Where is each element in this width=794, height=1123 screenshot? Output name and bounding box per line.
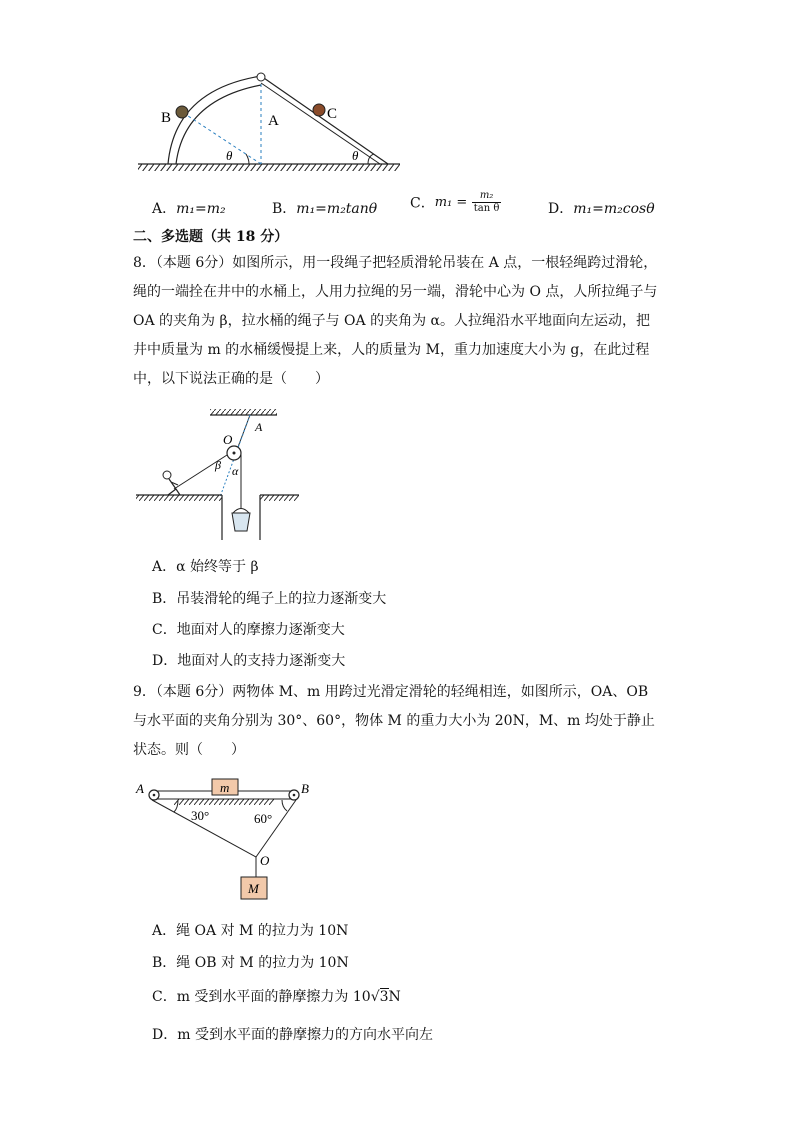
q9-option-c[interactable] (152, 986, 401, 1006)
q8-ceiling-hatch (210, 409, 277, 415)
q8-pulley-axle (233, 452, 236, 455)
q8-option-b[interactable]: B．吊装滑轮的绳子上的拉力逐渐变大 (152, 591, 387, 607)
q8-option-c[interactable]: C．地面对人的摩擦力逐渐变大 (152, 622, 345, 638)
q8-ground-right-hatch (260, 495, 299, 501)
q7-ball-C (313, 104, 325, 116)
q9-angle-arc-60 (282, 800, 287, 811)
q9-figure (134, 775, 324, 905)
q9-rope-OB (256, 800, 296, 857)
q7-ball-B (176, 106, 188, 118)
sqrt-sign: √ (370, 989, 380, 1005)
q9-pulley-B-axle (293, 794, 296, 797)
q7-figure (130, 68, 410, 178)
q7-option-d-text: m₁=m₂cosθ (573, 201, 655, 217)
q7-option-c[interactable]: C．m₁ = $\frac{\text{m₂}}{\text{tan θ}}$ (410, 190, 500, 214)
section2-title: 二、多选题（共 18 分） (133, 229, 289, 245)
q7-label-B: B (161, 110, 172, 126)
q7-incline-inner (261, 83, 380, 164)
q8-label-alpha: α (232, 464, 239, 478)
q7-label-A: A (268, 113, 279, 129)
q8-bucket (232, 513, 250, 531)
q8-stem: 8．（本题 6分）如图所示，用一段绳子把轻质滑轮吊装在 A 点，一根轻绳跨过滑轮，绳的一端拴在井中的水桶上，人用力拉绳的另一端，滑轮中心为 O 点，人所拉绳子与 OA 的夹角为 β，拉水桶的绳子与 OA 的夹角为 α。人拉绳沿水平地面向左运动，把井中质量为 m 的水桶缓慢提上来，人的质量为 M，重力加速度大小为 g，在此过程中，以下说法正确的是（ ） (133, 255, 658, 387)
q8-person-leg2 (176, 489, 180, 495)
q8-person-head (163, 471, 171, 479)
q7-ground-hatch (138, 164, 400, 171)
q7-label-theta-right: θ (352, 148, 359, 163)
q9-label-A: A (136, 781, 144, 796)
q8-label-beta: β (215, 458, 221, 472)
q7-radius-dashed (182, 112, 261, 164)
q7-arc-track-outer (168, 76, 261, 164)
q9-label-B: B (301, 781, 309, 796)
q9-label-m: m (220, 780, 230, 795)
q7-option-c-denominator: tan θ (473, 203, 500, 214)
q7-label-theta-left: θ (226, 148, 233, 163)
q9-option-c-prefix: C．m 受到水平面的静摩擦力为 10 (152, 989, 371, 1005)
q7-option-b-text: m₁=m₂tanθ (296, 201, 378, 217)
q8-ground-left-hatch (136, 495, 222, 501)
q7-option-a[interactable]: A．m₁=m₂ (152, 201, 226, 217)
q9-label-O: O (260, 853, 270, 868)
q8-person-leg1 (168, 489, 176, 495)
q7-option-b[interactable]: B．m₁=m₂tanθ (272, 201, 378, 217)
q8-option-d[interactable]: D．地面对人的支持力逐渐变大 (152, 653, 346, 669)
q9-label-M: M (248, 881, 259, 896)
q7-incline-outer (261, 76, 388, 164)
q9-stem: 9．（本题 6分）两物体 M、m 用跨过光滑定滑轮的轻绳相连，如图所示，OA、OB 与水平面的夹角分别为 30°、60°，物体 M 的重力大小为 20N，M、m 均处于静止状态。则（ ） (133, 684, 655, 758)
q9-table-hatch (174, 799, 274, 805)
q7-option-c-lhs: m₁ = (434, 195, 468, 210)
q9-option-c-radicand: 3 (379, 989, 389, 1005)
q9-pulley-A-axle (153, 794, 156, 797)
q9-option-c-suffix: N (388, 989, 401, 1005)
q7-arc-track-inner (176, 85, 261, 164)
q9-option-d[interactable]: D．m 受到水平面的静摩擦力的方向水平向左 (152, 1027, 433, 1043)
q9-label-60: 60° (254, 811, 273, 826)
q7-angle-arc-left (246, 154, 249, 164)
q8-label-O: O (223, 432, 233, 447)
q7-option-a-text: m₁=m₂ (176, 201, 226, 217)
q7-option-c-fraction (472, 190, 502, 215)
q7-label-C: C (327, 106, 338, 122)
q8-label-A: A (255, 420, 263, 434)
q8-figure (134, 405, 304, 545)
q9-option-b[interactable]: B．绳 OB 对 M 的拉力为 10N (152, 955, 349, 971)
q7-option-d[interactable]: D．m₁=m₂cosθ (548, 201, 655, 217)
q8-bucket-handle (233, 509, 249, 514)
q7-option-c-numerator: m₂ (472, 190, 502, 203)
q7-pulley (257, 73, 265, 81)
q9-label-30: 30° (191, 808, 210, 823)
q8-option-a[interactable]: A．α 始终等于 β (152, 559, 259, 575)
q9-option-a[interactable]: A．绳 OA 对 M 的拉力为 10N (152, 923, 349, 939)
